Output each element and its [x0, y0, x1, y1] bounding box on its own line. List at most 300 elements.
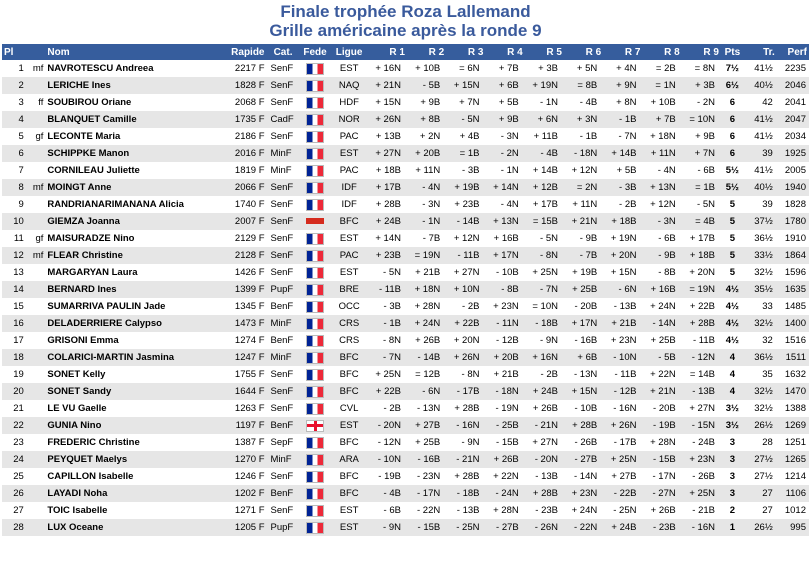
round-6-result[interactable]: - 22N — [574, 522, 598, 533]
round-5-result[interactable]: = 15B — [532, 216, 558, 227]
round-3-result[interactable]: - 11B — [457, 250, 480, 261]
player-name-link[interactable]: COLARICI-MARTIN Jasmina — [47, 352, 175, 363]
round-8-result[interactable]: = 2B — [655, 63, 676, 74]
round-5-result[interactable]: - 4B — [540, 148, 558, 159]
round-8-result[interactable]: - 19B — [653, 420, 676, 431]
round-2-result[interactable]: - 22N — [417, 505, 441, 516]
round-8-result[interactable]: + 26B — [650, 505, 676, 516]
player-name-link[interactable]: MOINGT Anne — [47, 182, 112, 193]
round-6-result[interactable]: = 2N — [576, 182, 598, 193]
player-name-link[interactable]: CORNILEAU Juliette — [47, 165, 140, 176]
round-4-result[interactable]: - 27B — [496, 522, 519, 533]
round-4-result[interactable]: + 6B — [498, 80, 519, 91]
col-header-r9[interactable]: R 9 — [703, 46, 719, 58]
round-9-result[interactable]: - 11B — [692, 335, 715, 346]
player-name-link[interactable]: SOUBIROU Oriane — [47, 97, 132, 108]
round-7-result[interactable]: - 1B — [619, 114, 637, 125]
round-1-result[interactable]: + 17B — [375, 182, 401, 193]
round-4-result[interactable]: - 25B — [496, 420, 519, 431]
player-name-link[interactable]: TOIC Isabelle — [47, 505, 108, 516]
player-name-link[interactable]: LE VU Gaelle — [47, 403, 107, 414]
round-4-result[interactable]: + 20B — [493, 352, 519, 363]
round-2-result[interactable]: + 24N — [414, 318, 441, 329]
round-7-result[interactable]: - 16N — [613, 403, 637, 414]
round-5-result[interactable]: - 5N — [540, 233, 558, 244]
round-5-result[interactable]: - 20N — [534, 454, 558, 465]
round-4-result[interactable]: + 5B — [498, 97, 519, 108]
col-header-pl[interactable]: Pl — [4, 46, 14, 58]
round-7-result[interactable]: + 15N — [610, 267, 637, 278]
player-name-link[interactable]: GIEMZA Joanna — [47, 216, 120, 227]
round-9-result[interactable]: - 21B — [692, 505, 715, 516]
player-name-link[interactable]: BLANQUET Camille — [47, 114, 137, 125]
round-4-result[interactable]: + 16B — [493, 233, 519, 244]
round-1-result[interactable]: - 12N — [377, 437, 401, 448]
round-8-result[interactable]: + 10B — [650, 97, 676, 108]
round-3-result[interactable]: + 4B — [459, 131, 480, 142]
round-2-result[interactable]: = 19N — [414, 250, 441, 261]
round-1-result[interactable]: - 1B — [383, 318, 401, 329]
round-8-result[interactable]: + 21N — [650, 386, 676, 397]
round-9-result[interactable]: = 1B — [695, 182, 715, 193]
round-4-result[interactable]: - 3N — [500, 131, 519, 142]
round-5-result[interactable]: + 24B — [532, 386, 558, 397]
round-8-result[interactable]: + 7B — [655, 114, 676, 125]
round-3-result[interactable]: + 23B — [454, 199, 480, 210]
round-7-result[interactable]: + 5B — [616, 165, 637, 176]
col-header-r6[interactable]: R 6 — [585, 46, 602, 58]
round-2-result[interactable]: + 11N — [415, 165, 441, 176]
round-9-result[interactable]: + 27N — [689, 403, 715, 414]
player-name-link[interactable]: GRISONI Emma — [47, 335, 119, 346]
round-4-result[interactable]: - 12B — [496, 335, 519, 346]
col-header-cat[interactable]: Cat. — [273, 46, 293, 58]
round-6-result[interactable]: + 6B — [577, 352, 598, 363]
round-7-result[interactable]: + 18B — [611, 216, 637, 227]
player-name-link[interactable]: LAYADI Noha — [47, 488, 108, 499]
round-5-result[interactable]: + 11B — [533, 131, 558, 142]
round-8-result[interactable]: - 14N — [652, 318, 676, 329]
round-3-result[interactable]: + 28B — [454, 403, 480, 414]
player-name-link[interactable]: MAISURADZE Nino — [47, 233, 135, 244]
round-3-result[interactable]: - 2B — [462, 301, 480, 312]
player-name-link[interactable]: LECONTE Maria — [47, 131, 121, 142]
round-3-result[interactable]: + 12N — [453, 233, 480, 244]
round-5-result[interactable]: - 8N — [540, 250, 558, 261]
round-3-result[interactable]: + 28B — [454, 471, 480, 482]
round-2-result[interactable]: + 9B — [420, 97, 441, 108]
player-name-link[interactable]: SUMARRIVA PAULIN Jade — [47, 301, 166, 312]
round-9-result[interactable]: - 24B — [692, 437, 715, 448]
col-header-r2[interactable]: R 2 — [428, 46, 445, 58]
round-9-result[interactable]: = 19N — [689, 284, 715, 295]
round-3-result[interactable]: - 16N — [456, 420, 480, 431]
player-name-link[interactable]: CAPILLON Isabelle — [47, 471, 134, 482]
round-9-result[interactable]: + 25N — [689, 488, 715, 499]
round-3-result[interactable]: = 6N — [459, 63, 480, 74]
player-name-link[interactable]: LERICHE Ines — [47, 80, 111, 91]
col-header-r1[interactable]: R 1 — [389, 46, 405, 58]
round-3-result[interactable]: - 13B — [456, 505, 480, 516]
round-6-result[interactable]: - 20B — [574, 301, 598, 312]
round-8-result[interactable]: - 6B — [658, 233, 676, 244]
round-9-result[interactable]: + 20N — [689, 267, 715, 278]
col-header-r3[interactable]: R 3 — [467, 46, 484, 58]
round-1-result[interactable]: + 14N — [375, 233, 401, 244]
round-4-result[interactable]: + 28N — [493, 505, 519, 516]
round-4-result[interactable]: + 13N — [493, 216, 519, 227]
round-3-result[interactable]: + 27N — [453, 267, 480, 278]
round-2-result[interactable]: - 6N — [422, 386, 441, 397]
round-2-result[interactable]: - 17N — [417, 488, 441, 499]
col-header-perf[interactable]: Perf — [787, 46, 807, 58]
round-6-result[interactable]: - 13N — [574, 369, 598, 380]
round-4-result[interactable]: + 22N — [493, 471, 519, 482]
round-5-result[interactable]: - 21N — [534, 420, 558, 431]
round-3-result[interactable]: + 22B — [454, 318, 480, 329]
round-1-result[interactable]: + 13B — [375, 131, 401, 142]
round-2-result[interactable]: - 23N — [417, 471, 441, 482]
round-6-result[interactable]: + 24N — [571, 505, 598, 516]
round-5-result[interactable]: - 1N — [540, 97, 558, 108]
round-5-result[interactable]: - 26N — [534, 522, 558, 533]
round-8-result[interactable]: - 3N — [657, 216, 676, 227]
round-1-result[interactable]: + 23B — [375, 250, 401, 261]
round-9-result[interactable]: = 4B — [695, 216, 715, 227]
round-4-result[interactable]: + 7B — [498, 63, 519, 74]
round-5-result[interactable]: + 12B — [532, 182, 558, 193]
round-3-result[interactable]: - 9N — [461, 437, 480, 448]
round-1-result[interactable]: - 11B — [378, 284, 401, 295]
round-8-result[interactable]: + 24N — [650, 301, 676, 312]
round-5-result[interactable]: + 27N — [532, 437, 558, 448]
round-8-result[interactable]: + 28N — [650, 437, 676, 448]
round-1-result[interactable]: + 21N — [375, 80, 401, 91]
round-9-result[interactable]: = 8N — [694, 63, 715, 74]
round-3-result[interactable]: - 25N — [456, 522, 480, 533]
round-2-result[interactable]: - 3N — [422, 199, 441, 210]
round-9-result[interactable]: = 14B — [689, 369, 715, 380]
player-name-link[interactable]: BERNARD Ines — [47, 284, 117, 295]
round-7-result[interactable]: - 12B — [613, 386, 637, 397]
col-header-r5[interactable]: R 5 — [546, 46, 562, 58]
round-7-result[interactable]: - 2B — [619, 199, 637, 210]
round-7-result[interactable]: + 25N — [610, 454, 637, 465]
round-7-result[interactable]: - 13B — [613, 301, 637, 312]
round-2-result[interactable]: - 7B — [422, 233, 441, 244]
round-9-result[interactable]: + 23N — [689, 454, 715, 465]
round-4-result[interactable]: + 26B — [493, 454, 519, 465]
player-name-link[interactable]: RANDRIANARIMANANA Alicia — [47, 199, 184, 210]
round-9-result[interactable]: - 5N — [697, 199, 715, 210]
round-2-result[interactable]: + 2N — [419, 131, 441, 142]
round-4-result[interactable]: + 21B — [493, 369, 519, 380]
round-8-result[interactable]: - 4N — [657, 165, 676, 176]
round-3-result[interactable]: - 5N — [461, 114, 480, 125]
round-7-result[interactable]: - 22B — [613, 488, 637, 499]
round-9-result[interactable]: + 22B — [689, 301, 715, 312]
round-2-result[interactable]: + 8B — [420, 114, 441, 125]
round-5-result[interactable]: + 16N — [532, 352, 558, 363]
player-name-link[interactable]: NAVROTESCU Andreea — [47, 63, 154, 74]
round-5-result[interactable]: + 3B — [538, 63, 558, 74]
round-8-result[interactable]: + 22N — [650, 369, 676, 380]
round-6-result[interactable]: + 23N — [571, 488, 598, 499]
round-3-result[interactable]: = 1B — [459, 148, 480, 159]
round-8-result[interactable]: - 23B — [653, 522, 676, 533]
round-1-result[interactable]: - 10N — [377, 454, 401, 465]
round-2-result[interactable]: - 4N — [422, 182, 441, 193]
player-name-link[interactable]: LUX Oceane — [47, 522, 104, 533]
col-header-r8[interactable]: R 8 — [664, 46, 680, 58]
round-7-result[interactable]: + 9N — [616, 80, 637, 91]
round-6-result[interactable]: - 9B — [579, 233, 598, 244]
round-8-result[interactable]: - 20B — [653, 403, 676, 414]
round-1-result[interactable]: - 3B — [383, 301, 401, 312]
round-8-result[interactable]: + 13N — [650, 182, 676, 193]
round-4-result[interactable]: - 1N — [500, 165, 519, 176]
round-7-result[interactable]: + 20N — [610, 250, 637, 261]
rank-cell: 19 — [13, 369, 24, 380]
round-2-result[interactable]: - 16B — [417, 454, 441, 465]
round-6-result[interactable]: + 19B — [572, 267, 598, 278]
round-2-result[interactable]: - 5B — [422, 80, 441, 91]
round-8-result[interactable]: + 12N — [650, 199, 676, 210]
round-1-result[interactable]: + 15N — [375, 97, 401, 108]
round-4-result[interactable]: - 15B — [496, 437, 519, 448]
round-2-result[interactable]: - 15B — [417, 522, 441, 533]
round-8-result[interactable]: = 1N — [655, 80, 676, 91]
player-name-link[interactable]: GUNIA Nino — [47, 420, 102, 431]
round-6-result[interactable]: + 25B — [572, 284, 598, 295]
round-2-result[interactable]: + 18N — [414, 284, 441, 295]
round-6-result[interactable]: + 5N — [576, 63, 598, 74]
round-5-result[interactable]: - 2B — [540, 369, 558, 380]
col-header-r4[interactable]: R 4 — [507, 46, 523, 58]
round-4-result[interactable]: + 9B — [498, 114, 519, 125]
round-1-result[interactable]: + 26N — [375, 114, 401, 125]
player-name-link[interactable]: FLEAR Christine — [47, 250, 123, 261]
round-9-result[interactable]: - 12N — [691, 352, 715, 363]
round-5-result[interactable]: - 9N — [540, 335, 558, 346]
round-3-result[interactable]: - 18B — [456, 488, 480, 499]
round-6-result[interactable]: - 18N — [574, 148, 598, 159]
round-9-result[interactable]: + 28B — [689, 318, 715, 329]
player-name-link[interactable]: MARGARYAN Laura — [47, 267, 138, 278]
round-4-result[interactable]: - 2N — [500, 148, 519, 159]
round-7-result[interactable]: + 26N — [610, 420, 637, 431]
player-name-link[interactable]: SCHIPPKE Manon — [47, 148, 130, 159]
round-1-result[interactable]: + 16N — [375, 63, 401, 74]
round-7-result[interactable]: + 14B — [611, 148, 637, 159]
round-2-result[interactable]: - 13N — [417, 403, 441, 414]
round-1-result[interactable]: - 2B — [383, 403, 401, 414]
round-1-result[interactable]: + 18B — [375, 165, 401, 176]
round-5-result[interactable]: + 19N — [532, 80, 558, 91]
round-3-result[interactable]: - 8N — [461, 369, 480, 380]
round-5-result[interactable]: + 25N — [532, 267, 558, 278]
round-1-result[interactable]: + 25N — [375, 369, 401, 380]
round-7-result[interactable]: + 19N — [610, 233, 637, 244]
col-header-pts[interactable]: Pts — [724, 46, 741, 58]
round-2-result[interactable]: + 10B — [415, 63, 441, 74]
round-5-result[interactable]: = 10N — [532, 301, 558, 312]
round-6-result[interactable]: + 12N — [571, 165, 598, 176]
round-8-result[interactable]: + 25B — [650, 335, 676, 346]
col-header-nom[interactable]: Nom — [47, 46, 70, 58]
round-7-result[interactable]: - 7N — [618, 131, 637, 142]
round-2-result[interactable]: + 28N — [414, 301, 441, 312]
round-6-result[interactable]: - 16B — [574, 335, 598, 346]
round-9-result[interactable]: - 2N — [697, 97, 715, 108]
round-2-result[interactable]: + 26B — [415, 335, 441, 346]
col-header-rapide[interactable]: Rapide — [231, 46, 265, 58]
round-6-result[interactable]: + 15N — [571, 386, 598, 397]
round-6-result[interactable]: = 8B — [577, 80, 598, 91]
round-2-result[interactable]: + 21B — [415, 267, 441, 278]
round-2-result[interactable]: - 14B — [417, 352, 441, 363]
round-3-result[interactable]: + 20N — [453, 335, 480, 346]
round-4-result[interactable]: + 23N — [493, 301, 519, 312]
round-8-result[interactable]: + 16B — [650, 284, 676, 295]
round-3-result[interactable]: - 14B — [456, 216, 480, 227]
round-7-result[interactable]: - 10N — [613, 352, 637, 363]
round-4-result[interactable]: + 17N — [493, 250, 519, 261]
col-header-r7[interactable]: R 7 — [624, 46, 641, 58]
round-9-result[interactable]: + 7N — [694, 148, 715, 159]
round-5-result[interactable]: - 18B — [535, 318, 558, 329]
round-6-result[interactable]: + 17N — [571, 318, 598, 329]
round-1-result[interactable]: + 24B — [375, 216, 401, 227]
round-6-result[interactable]: + 3N — [576, 114, 598, 125]
player-name-link[interactable]: FREDERIC Christine — [47, 437, 140, 448]
round-1-result[interactable]: + 27N — [375, 148, 401, 159]
round-9-result[interactable]: - 6B — [697, 165, 715, 176]
player-name-link[interactable]: SONET Kelly — [47, 369, 106, 380]
round-5-result[interactable]: - 13B — [535, 471, 558, 482]
col-header-ligue[interactable]: Ligue — [335, 46, 363, 58]
round-8-result[interactable]: + 18N — [650, 131, 676, 142]
round-5-result[interactable]: - 23B — [535, 505, 558, 516]
round-3-result[interactable]: + 15N — [453, 80, 480, 91]
round-3-result[interactable]: + 26N — [453, 352, 480, 363]
round-1-result[interactable]: - 20N — [377, 420, 401, 431]
round-1-result[interactable]: - 8N — [383, 335, 401, 346]
round-2-result[interactable]: = 12B — [415, 369, 441, 380]
round-3-result[interactable]: + 7N — [459, 97, 480, 108]
round-1-result[interactable]: - 6B — [383, 505, 401, 516]
round-5-result[interactable]: + 6N — [537, 114, 558, 125]
round-7-result[interactable]: + 4N — [616, 63, 637, 74]
round-1-result[interactable]: - 9N — [383, 522, 401, 533]
round-4-result[interactable]: + 14N — [493, 182, 519, 193]
round-3-result[interactable]: + 19B — [454, 182, 480, 193]
round-9-result[interactable]: + 17B — [689, 233, 715, 244]
round-2-result[interactable]: + 25B — [415, 437, 441, 448]
col-header-tr[interactable]: Tr. — [763, 46, 775, 58]
round-5-result[interactable]: + 26B — [532, 403, 558, 414]
round-6-result[interactable]: - 27B — [574, 454, 598, 465]
col-header-fede[interactable]: Fede — [303, 46, 327, 58]
round-9-result[interactable]: - 26B — [692, 471, 715, 482]
round-1-result[interactable]: + 28B — [375, 199, 401, 210]
round-9-result[interactable]: - 15N — [691, 420, 715, 431]
round-6-result[interactable]: + 11N — [572, 199, 598, 210]
round-8-result[interactable]: - 17N — [652, 471, 676, 482]
round-6-result[interactable]: - 1B — [579, 131, 598, 142]
player-name-link[interactable]: DELADERRIERE Calypso — [47, 318, 162, 329]
round-4-result[interactable]: - 11N — [496, 318, 519, 329]
round-5-result[interactable]: + 17B — [532, 199, 558, 210]
round-8-result[interactable]: + 11N — [650, 148, 676, 159]
round-6-result[interactable]: - 10B — [574, 403, 598, 414]
round-5-result[interactable]: - 7N — [540, 284, 558, 295]
round-5-result[interactable]: + 14B — [532, 165, 558, 176]
points-cell: 5½ — [725, 165, 739, 176]
round-4-result[interactable]: - 8B — [501, 284, 519, 295]
round-8-result[interactable]: - 9B — [658, 250, 676, 261]
round-4-result[interactable]: - 19N — [495, 403, 519, 414]
round-6-result[interactable]: + 28B — [572, 420, 598, 431]
round-9-result[interactable]: + 18B — [689, 250, 715, 261]
round-7-result[interactable]: + 24B — [611, 522, 637, 533]
round-8-result[interactable]: - 27N — [652, 488, 676, 499]
round-7-result[interactable]: + 8N — [616, 97, 637, 108]
round-1-result[interactable]: - 4B — [383, 488, 401, 499]
round-9-result[interactable]: - 16N — [691, 522, 715, 533]
round-4-result[interactable]: - 18N — [495, 386, 519, 397]
round-1-result[interactable]: - 19B — [378, 471, 401, 482]
round-8-result[interactable]: - 15B — [653, 454, 676, 465]
round-4-result[interactable]: - 4N — [500, 199, 519, 210]
round-7-result[interactable]: - 3B — [619, 182, 637, 193]
round-7-result[interactable]: - 25N — [613, 505, 637, 516]
round-1-result[interactable]: - 5N — [383, 267, 401, 278]
round-6-result[interactable]: - 4B — [579, 97, 598, 108]
round-1-result[interactable]: - 7N — [383, 352, 401, 363]
round-1-result[interactable]: + 22B — [375, 386, 401, 397]
player-name-link[interactable]: SONET Sandy — [47, 386, 112, 397]
round-2-result[interactable]: - 1N — [422, 216, 441, 227]
round-7-result[interactable]: - 11B — [614, 369, 637, 380]
round-9-result[interactable]: - 13B — [692, 386, 715, 397]
round-6-result[interactable]: + 21N — [571, 216, 598, 227]
round-6-result[interactable]: - 7B — [579, 250, 598, 261]
round-4-result[interactable]: - 24N — [495, 488, 519, 499]
round-3-result[interactable]: - 17B — [456, 386, 480, 397]
round-4-result[interactable]: - 10B — [496, 267, 519, 278]
round-6-result[interactable]: - 26B — [574, 437, 598, 448]
player-name-link[interactable]: PEYQUET Maelys — [47, 454, 128, 465]
round-7-result[interactable]: - 17B — [613, 437, 637, 448]
round-8-result[interactable]: - 5B — [658, 352, 676, 363]
round-5-result[interactable]: + 28B — [532, 488, 558, 499]
round-7-result[interactable]: + 27B — [611, 471, 637, 482]
round-2-result[interactable]: + 27B — [415, 420, 441, 431]
round-2-result[interactable]: + 20B — [415, 148, 441, 159]
round-9-result[interactable]: + 9B — [695, 131, 715, 142]
round-3-result[interactable]: + 10N — [453, 284, 480, 295]
round-8-result[interactable]: - 8B — [658, 267, 676, 278]
round-7-result[interactable]: + 21B — [611, 318, 637, 329]
round-9-result[interactable]: = 10N — [689, 114, 715, 125]
round-7-result[interactable]: - 6N — [618, 284, 637, 295]
round-6-result[interactable]: - 14N — [574, 471, 598, 482]
round-3-result[interactable]: - 21N — [456, 454, 480, 465]
round-3-result[interactable]: - 3B — [462, 165, 480, 176]
round-9-result[interactable]: + 3B — [695, 80, 715, 91]
round-7-result[interactable]: + 23N — [610, 335, 637, 346]
